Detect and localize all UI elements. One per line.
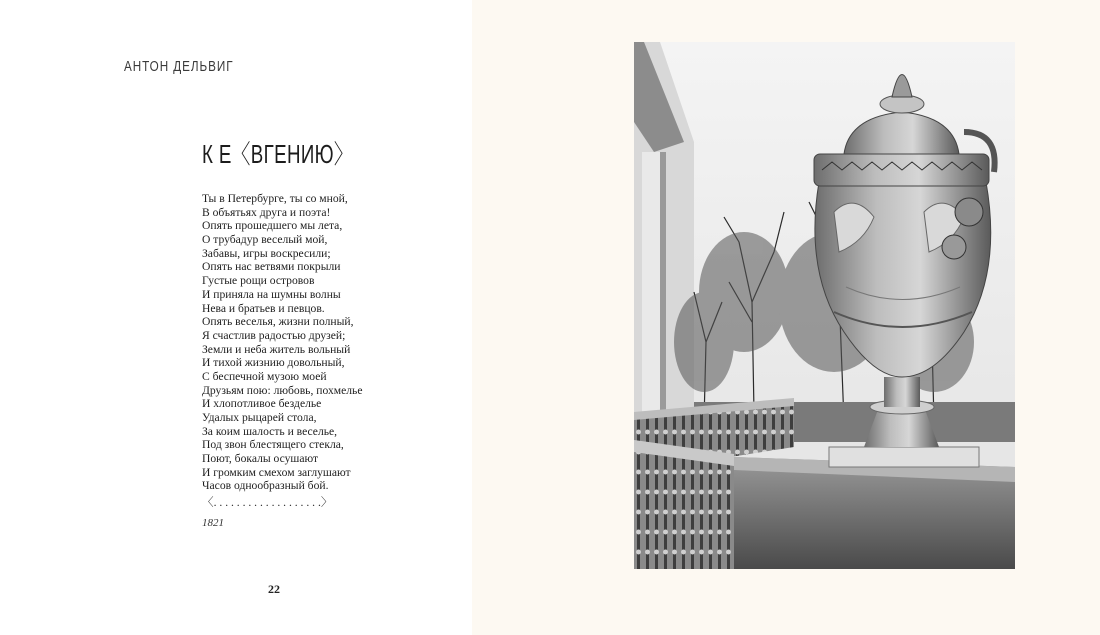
poem-line: С беспечной музою моей	[202, 369, 327, 383]
poem-line: И приняла на шумны волны	[202, 287, 341, 301]
poem-line: Опять прошедшего мы лета,	[202, 219, 343, 233]
poem-date: 1821	[202, 517, 224, 529]
poem-line: Ты в Петербурге, ты со мной,	[202, 192, 348, 205]
garden-vase-photograph	[634, 42, 1015, 569]
poem-line: Густые рощи островов	[202, 274, 315, 288]
poem-line: Поют, бокалы осушают	[202, 452, 319, 466]
omission-marker: 〈. . . . . . . . . . . . . . . . . . .〉	[202, 496, 333, 509]
poem-line: Забавы, игры воскресили;	[202, 246, 331, 260]
poem-line: И тихой жизнию довольный,	[202, 356, 345, 370]
poem-line: Нева и братьев и певцов.	[202, 301, 325, 315]
poem-line: В объятьях друга и поэта!	[202, 205, 331, 219]
poem-line: И громким смехом заглушают	[202, 465, 351, 479]
poem-line: Я счастлив радостью друзей;	[202, 328, 346, 342]
poem-line: О трубадур веселый мой,	[202, 233, 328, 247]
poem-title: К Е〈ВГЕНИЮ〉	[202, 139, 353, 169]
page-number: 22	[268, 582, 280, 596]
poem-line: Земли и неба житель вольный	[202, 342, 351, 356]
poem-text	[202, 192, 362, 493]
poem-line: За коим шалость и веселье,	[202, 424, 338, 438]
left-page	[0, 0, 472, 635]
poem-line: Опять веселья, жизни полный,	[202, 315, 354, 329]
author-name: АНТОН ДЕЛЬВИГ	[124, 58, 234, 75]
poem-line: Друзьям пою: любовь, похмелье	[202, 383, 363, 397]
poem-line: Опять нас ветвями покрыли	[202, 260, 341, 274]
poem-line: Часов однообразный бой.	[202, 479, 329, 493]
poem-line: И хлопотливое безделье	[202, 397, 322, 411]
poem-line: Удалых рыцарей стола,	[202, 411, 317, 424]
poem-line: Под звон блестящего стекла,	[202, 438, 344, 452]
